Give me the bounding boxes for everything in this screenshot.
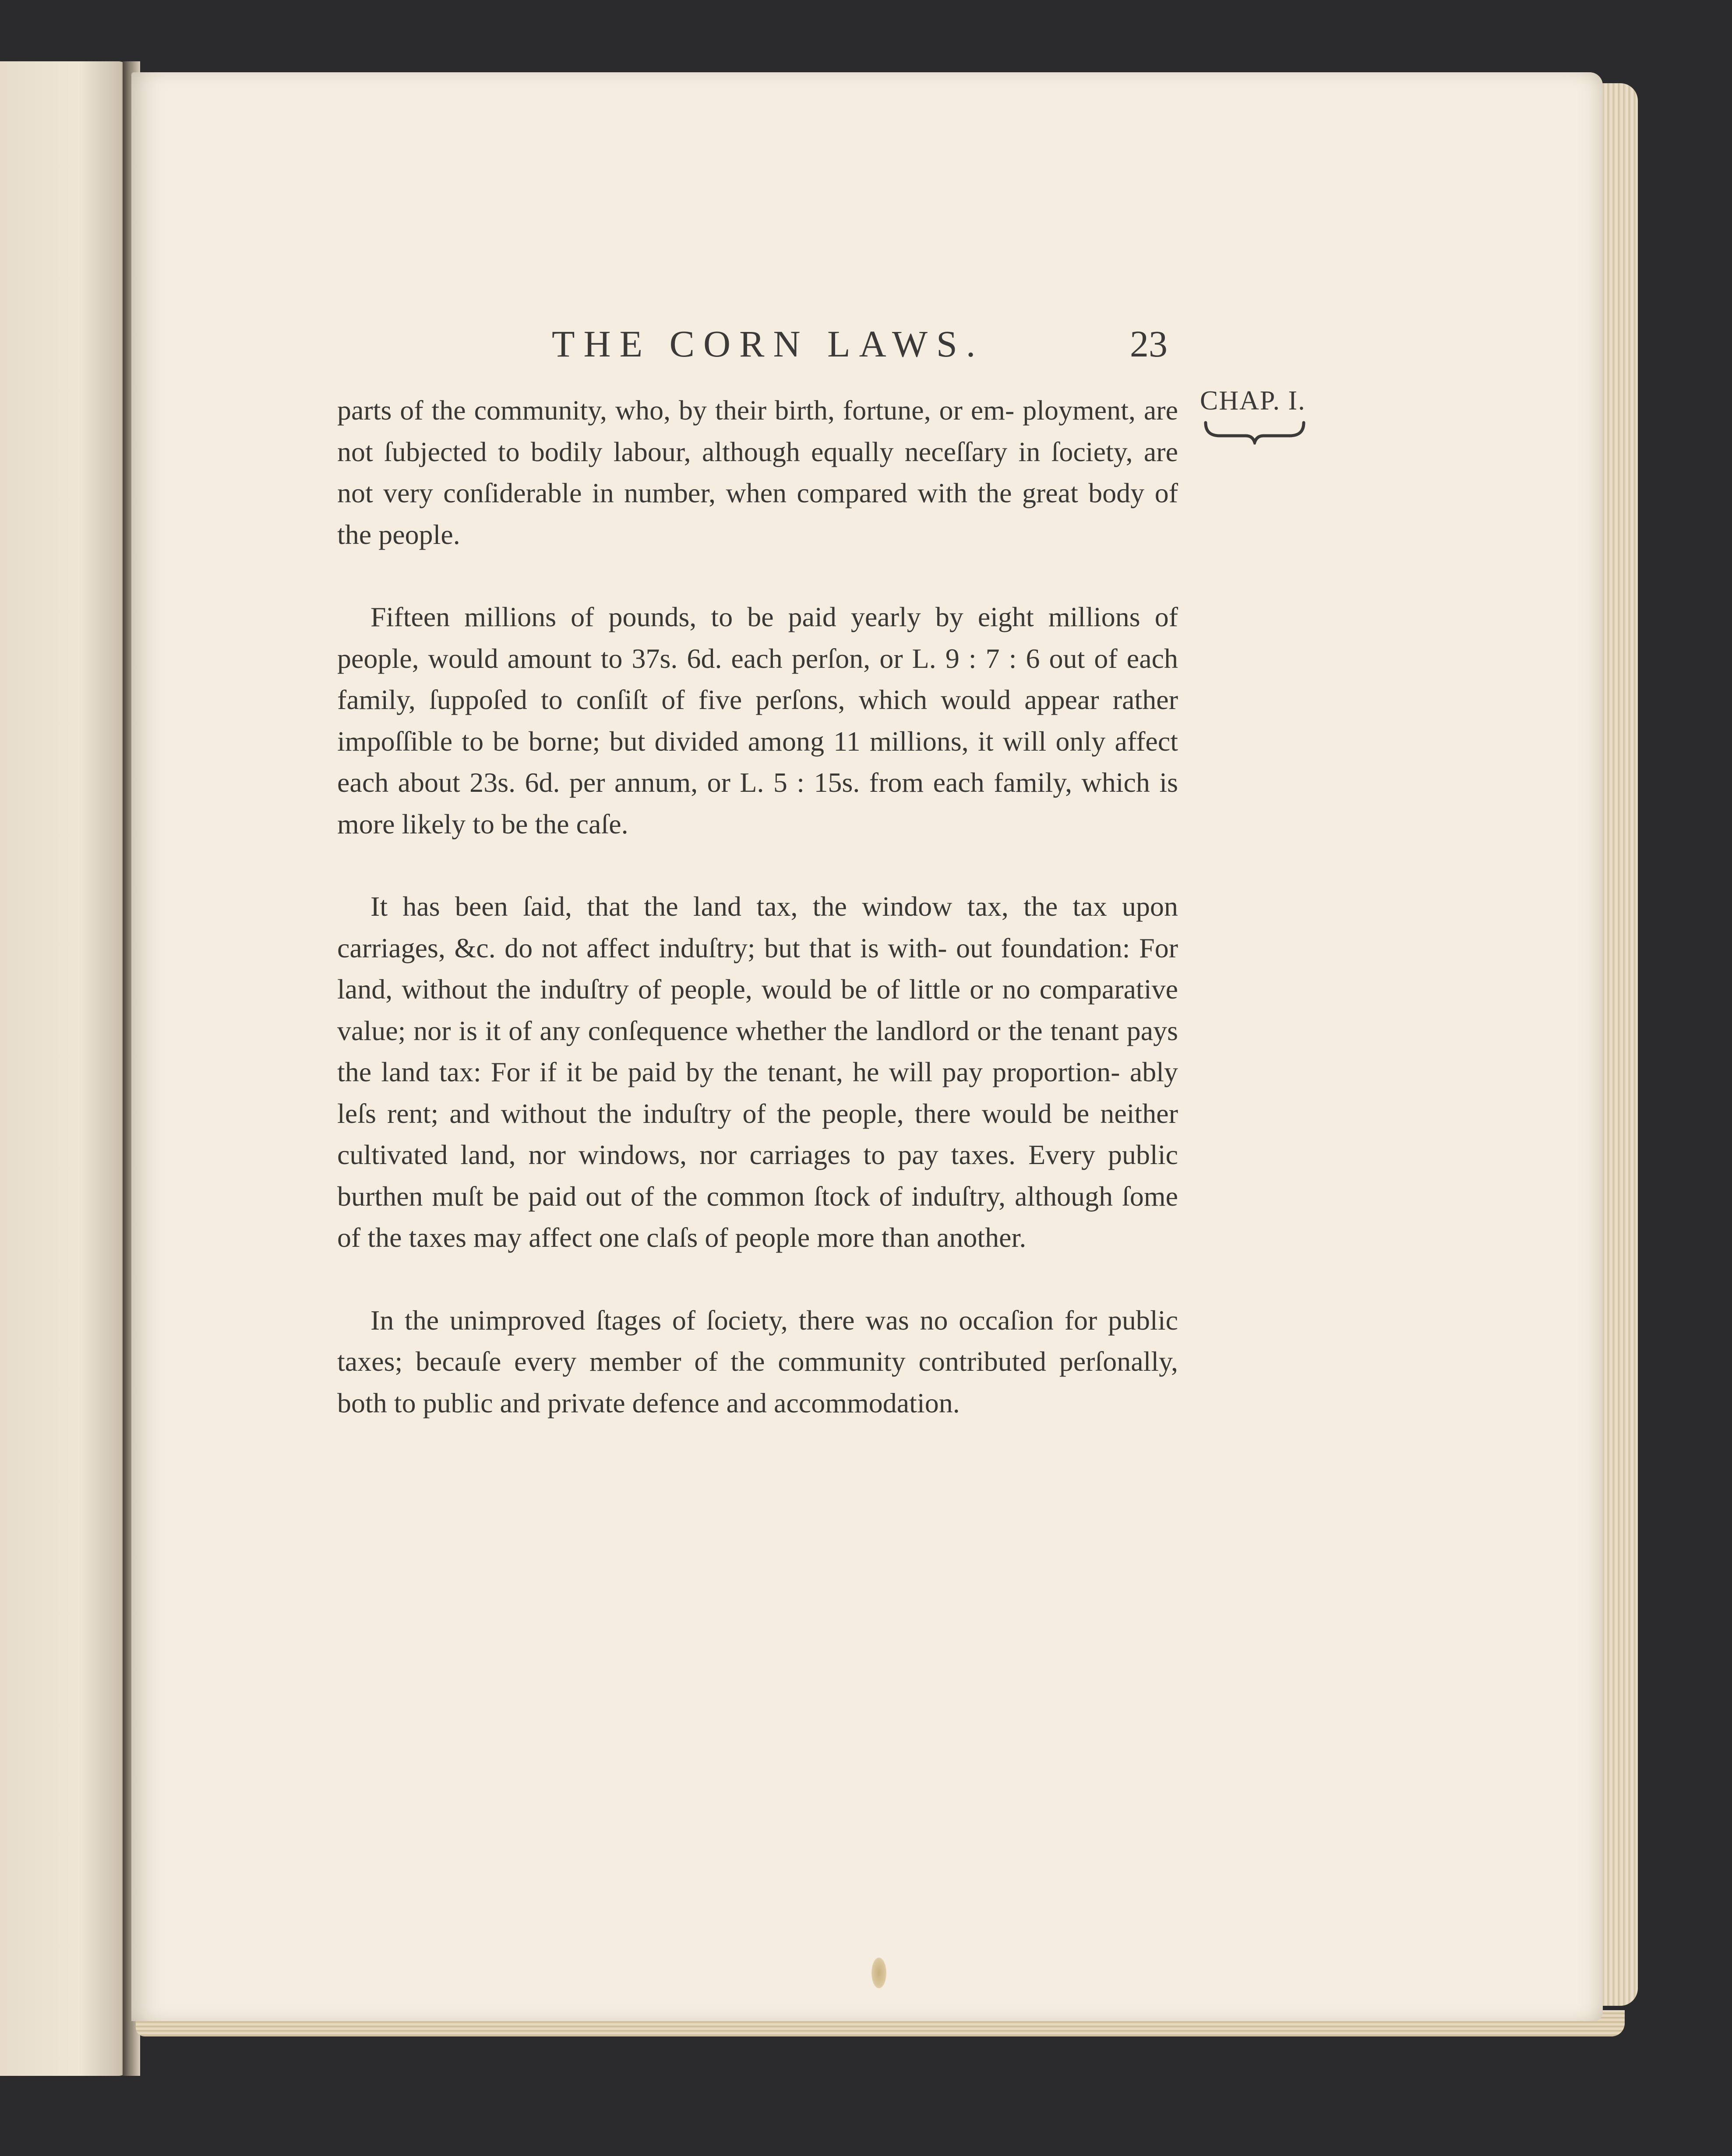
paragraph-unimproved-society: In the unimproved ſtages of ſociety, there was no occaſion for public taxes; becauſe every member of the community contributed perſonally, both to public and private defence and accommodation.: [337, 1304, 1178, 1419]
paragraph-taxation-figures: Fifteen millions of pounds, to be paid yearly by eight millions of people, would amount to 37s. 6d. each perſon, or L. 9 : 7 : 6 out of each family, ſuppoſed to conſiſt of five perſons, which would appear rather impoſſible to be borne; but divided among 11 millions, it will only affect each about 23s. 6d. per annum, or L. 5 : 15s. from each family, which is more likely to be the caſe.: [337, 601, 1178, 840]
facing-page-edge: [0, 61, 131, 2076]
body-text: [337, 390, 1178, 1424]
page-number: 23: [1130, 323, 1168, 365]
paragraph-land-tax: It has been ſaid, that the land tax, the window tax, the tax upon carriages, &c. do not affect induſtry; but that is with- out foundation: For land, without the induſtry of people, would be of little or no comparative value; nor is it of any conſequence whether the landlord or the tenant pays the land tax: For if it be paid by the tenant, he will pay proportion- ably leſs rent; and without the induſtry of the people, there would be neither cultivated land, nor windows, nor carriages to pay taxes. Every public burthen muſt be paid out of the common ſtock of induſtry, although ſome of the taxes may affect one claſs of people more than another.: [337, 891, 1178, 1253]
paragraph-continued: parts of the community, who, by their birth, fortune, or em- ployment, are not ſubjected to bodily labour, although equally neceſſary in ſociety, are not very conſiderable in number, when compared with the great body of the people.: [337, 395, 1178, 550]
running-title: THE CORN LAWS.: [552, 323, 984, 365]
paper-stain: [871, 1958, 886, 1988]
brace-ornament-icon: [1202, 418, 1307, 445]
chapter-marginal-note: CHAP. I.: [1200, 386, 1306, 416]
